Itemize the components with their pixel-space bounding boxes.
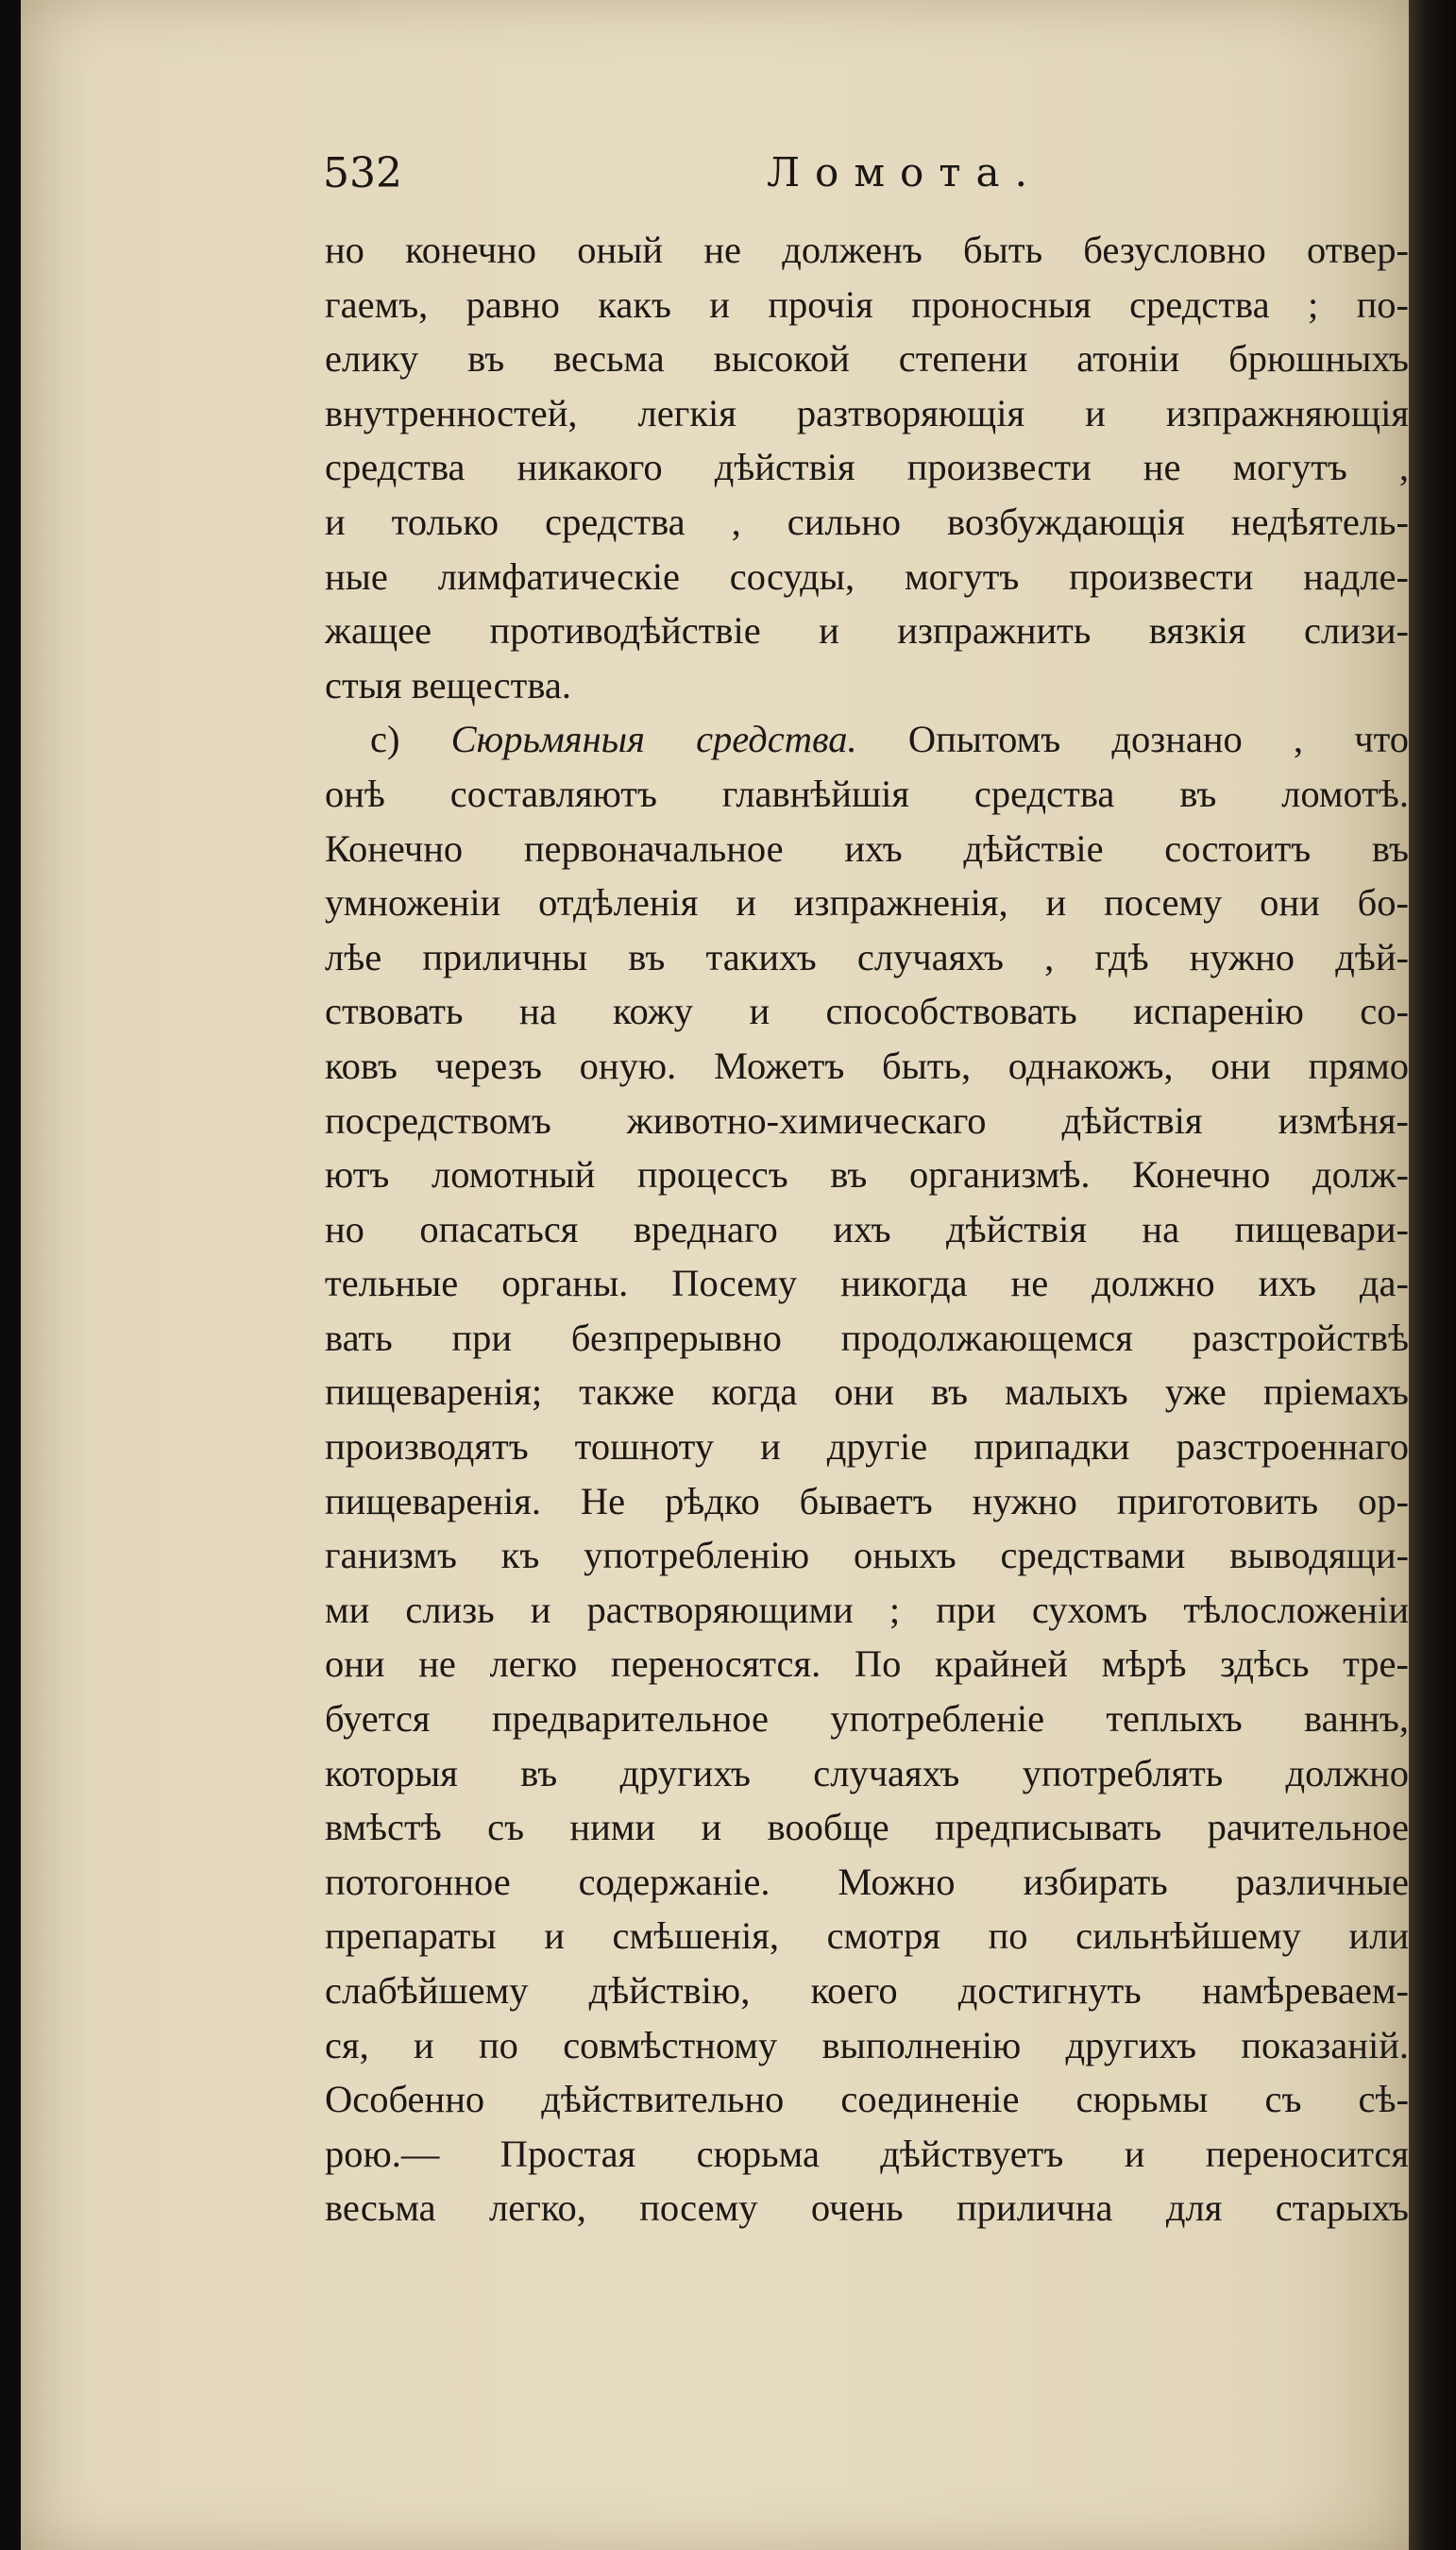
text-line: они не легко переносятся. По крайней мѣрѣ здѣсь тре-	[325, 1642, 1409, 1686]
text-line: посредствомъ животно-химическаго дѣйствія измѣня-	[325, 1098, 1409, 1142]
text-line: производятъ тошноту и другіе припадки разстроеннаго	[325, 1425, 1409, 1469]
body-text	[325, 223, 1409, 2236]
text-line: Конечно первоначальное ихъ дѣйствіе состоитъ въ	[325, 826, 1409, 870]
book-edge-shadow	[1409, 0, 1456, 2550]
text-line: и только средства , сильно возбуждающія недѣятель-	[325, 500, 1409, 543]
text-line: жащее противодѣйствіе и изпражнить вязкія слизи-	[325, 609, 1409, 653]
text-line: ся, и по совмѣстному выполненію другихъ показаній.	[325, 2023, 1409, 2066]
text-line: стыя вещества.	[325, 663, 572, 706]
text-line: ми слизь и растворяющими ; при сухомъ тѣлосложеніи	[325, 1588, 1409, 1631]
text-line: ные лимфатическіе сосуды, могутъ произвести надле-	[325, 554, 1409, 598]
text-line: гаемъ, равно какъ и прочія проносныя средства ; по-	[325, 282, 1409, 326]
text-line: ганизмъ къ употребленію оныхъ средствами выводящи-	[325, 1534, 1409, 1577]
text-line: потогонное содержаніе. Можно избирать различные	[325, 1860, 1409, 1903]
section-marker: c)	[370, 718, 400, 761]
book-page	[21, 0, 1409, 2550]
text-line: вать при безпрерывно продолжающемся разстройствѣ	[325, 1316, 1409, 1359]
text-line: елику въ весьма высокой степени атоніи брюшныхъ	[325, 337, 1409, 381]
page-number: 532	[323, 149, 402, 197]
text-line: онѣ составляютъ главнѣйшія средства въ ломотѣ.	[325, 772, 1409, 815]
text-line: вмѣстѣ съ ними и вообще предписывать рачительное	[325, 1806, 1409, 1849]
text-line: пищеваренія; также когда они въ малыхъ уже пріемахъ	[325, 1370, 1409, 1414]
text-line: ковъ черезъ оную. Можетъ быть, однакожъ, они прямо	[325, 1044, 1409, 1087]
text-line: умноженіи отдѣленія и изпражненія, и посему они бо-	[325, 881, 1409, 925]
text-line: но опасаться вреднаго ихъ дѣйствія на пищевари-	[325, 1207, 1409, 1250]
text-line: рою.— Простая сюрьма дѣйствуетъ и переносится	[325, 2132, 1409, 2175]
text-line: весьма легко, посему очень прилична для старыхъ	[325, 2186, 1409, 2230]
section-c-line	[325, 712, 1409, 767]
text-line: средства никакого дѣйствія произвести не могутъ ,	[325, 446, 1409, 489]
text-line: лѣе приличны въ такихъ случаяхъ , гдѣ нужно дѣй-	[325, 935, 1409, 978]
text-line: пищеваренія. Не рѣдко бываетъ нужно приготовить ор-	[325, 1479, 1409, 1522]
text-line: внутренностей, легкія разтворяющія и изпражняющія	[325, 391, 1409, 434]
text-line: тельные органы. Посему никогда не должно ихъ да-	[325, 1262, 1409, 1305]
running-title: Ломота.	[767, 149, 1042, 196]
text-line: буется предварительное употребленіе теплыхъ ваннъ,	[325, 1697, 1409, 1741]
text-line: ютъ ломотный процессъ въ организмѣ. Конечно долж-	[325, 1153, 1409, 1197]
text-line: слабѣйшему дѣйствію, коего достигнуть намѣреваем-	[325, 1969, 1409, 2012]
page-header	[323, 149, 1409, 215]
text-line: но конечно оный не долженъ быть безусловно отвер-	[325, 229, 1409, 271]
section-text: Опытомъ дознано , что	[907, 718, 1409, 761]
section-heading: Сюрьмяныя средства.	[450, 718, 857, 761]
text-line: которыя въ другихъ случаяхъ употреблять должно	[325, 1751, 1409, 1794]
text-line: Особенно дѣйствительно соединеніе сюрьмы съ сѣ-	[325, 2078, 1409, 2121]
text-line: ствовать на кожу и способствовать испаренію со-	[325, 990, 1409, 1033]
text-line: препараты и смѣшенія, смотря по сильнѣйшему или	[325, 1914, 1409, 1958]
